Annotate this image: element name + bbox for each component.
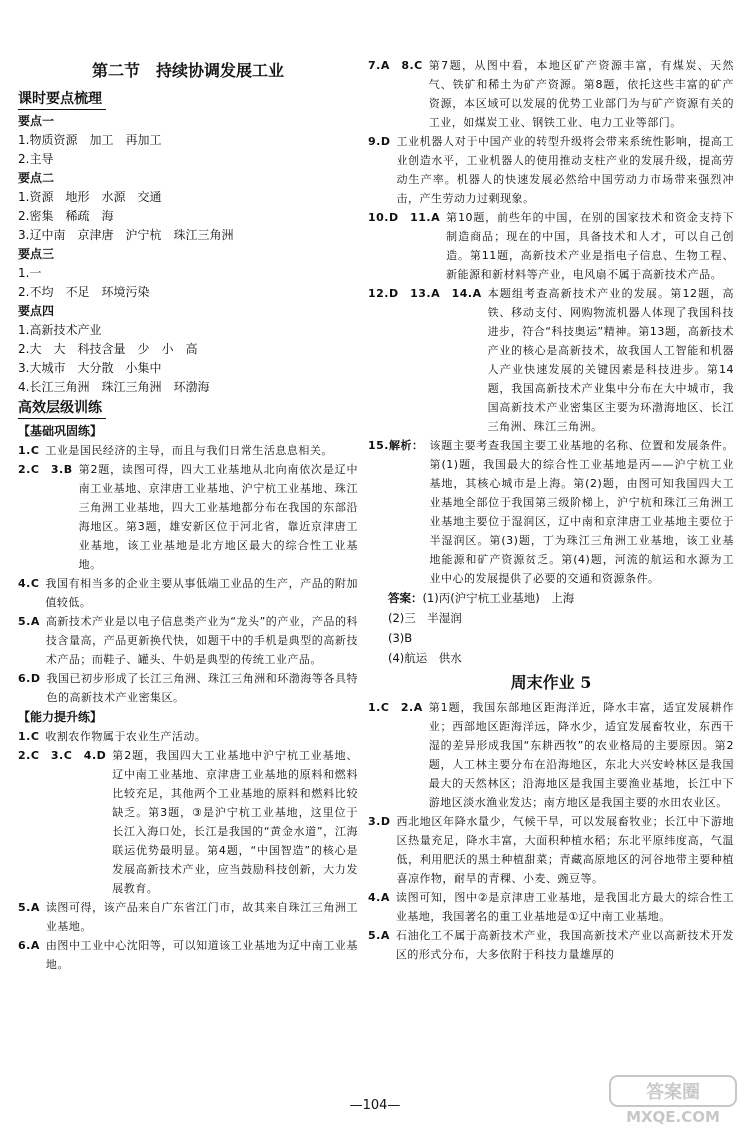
answer-item bbox=[368, 284, 734, 436]
answer-number: 6.A bbox=[18, 939, 40, 952]
key-point-title: 要点三 bbox=[18, 247, 55, 261]
answer-text: 本题组考查高新技术产业的发展。第12题，高铁、移动支付、网购物流机器人体现了我国科技进步，符合“科技奥运”精神。第13题，高新技术产业的核心是高新技术，故我国人工智能和机器人产业快速发展的关键因素是科技进步。第14题，我国高新技术产业集中分布在大中城市，我国高新技术产业密集区主要为环渤海地区、长江三角洲、珠江三角洲。 bbox=[487, 287, 734, 433]
key-point-line: 2.不均 不足 环境污染 bbox=[18, 285, 150, 299]
answer-text: 高新技术产业是以电子信息类产业为“龙头”的产业，产品的科技含量高，产品更新换代快，如题干中的手机是典型的高新技术产品；而鞋子、罐头、牛奶是典型的传统工业产品。 bbox=[45, 615, 358, 666]
key-point-title: 要点二 bbox=[18, 171, 55, 185]
answer-number: 1.C bbox=[18, 444, 40, 457]
answer-item bbox=[368, 888, 734, 926]
section-title: 第二节 持续协调发展工业 bbox=[91, 61, 284, 80]
watermark-text-1: 答案圈 bbox=[646, 1082, 700, 1103]
answer-line: (2)三 半湿润 bbox=[388, 611, 462, 625]
watermark-logo-icon bbox=[608, 1074, 738, 1126]
key-point-title: 要点一 bbox=[18, 114, 55, 128]
answer-number: 5.A bbox=[368, 929, 390, 942]
answer-item bbox=[18, 612, 358, 669]
answer-number: 15.解析： bbox=[368, 439, 424, 452]
answer-item bbox=[368, 926, 734, 964]
answer-number: 7.A 8.C bbox=[368, 59, 423, 72]
answer-text: 我国有相当多的企业主要从事低端工业品的生产，产品的附加值较低。 bbox=[45, 577, 358, 609]
answer-text: 第1题，我国东部地区距海洋近，降水丰富，适宜发展耕作业；西部地区距海洋远，降水少，适宜发展畜牧业，东西干湿的差异形成我国“东耕西牧”的农业格局的主要原因。第2题，人工林主要分布在沿海地区，东北大兴安岭林区是我国最大的天然林区；沿海地区是我国主要渔业基地，长江中下游地区淡水渔业发达；南方地区是我国主要的水田农业区。 bbox=[428, 701, 734, 809]
key-point-line: 2.密集 稀疏 海 bbox=[18, 209, 114, 223]
answer-item bbox=[368, 698, 734, 812]
answer-number: 4.C bbox=[18, 577, 40, 590]
key-point-line: 1.高新技术产业 bbox=[18, 323, 102, 337]
advanced-practice-label: 【能力提升练】 bbox=[18, 710, 103, 724]
key-point-line: 3.辽中南 京津唐 沪宁杭 珠江三角洲 bbox=[18, 228, 234, 242]
training-heading: 高效层级训练 bbox=[18, 398, 106, 419]
answer-item bbox=[18, 746, 358, 898]
key-point-group-1 bbox=[18, 112, 358, 169]
answer-item bbox=[368, 208, 734, 284]
answer-item bbox=[18, 441, 358, 460]
answer-text: 收割农作物属于农业生产活动。 bbox=[45, 730, 207, 743]
key-point-line: 4.长江三角洲 珠江三角洲 环渤海 bbox=[18, 380, 210, 394]
answer-number: 5.A bbox=[18, 901, 40, 914]
answer-item bbox=[368, 132, 734, 208]
answer-text: 我国已初步形成了长江三角洲、珠江三角洲和环渤海等各具特色的高新技术产业密集区。 bbox=[46, 672, 358, 704]
answer-text: 石油化工不属于高新技术产业，我国高新技术产业以高新技术开发区的形式分布，大多依附于科技力量雄厚的 bbox=[395, 929, 734, 961]
answer-number: 3.D bbox=[368, 815, 391, 828]
answer-item bbox=[368, 436, 734, 588]
answer-line: (3)B bbox=[388, 631, 413, 645]
answer-item bbox=[18, 574, 358, 612]
answer-item bbox=[18, 460, 358, 574]
left-column bbox=[18, 56, 358, 1086]
answer-number: 1.C bbox=[18, 730, 40, 743]
key-point-line: 3.大城市 大分散 小集中 bbox=[18, 361, 162, 375]
right-column bbox=[368, 56, 734, 1086]
answer-item bbox=[18, 898, 358, 936]
answer-number: 9.D bbox=[368, 135, 391, 148]
answer-text: 工业是国民经济的主导，而且与我们日常生活息息相关。 bbox=[45, 444, 333, 457]
answer-number: 6.D bbox=[18, 672, 41, 685]
answer-item bbox=[18, 727, 358, 746]
watermark-text-2: MXQE.COM bbox=[626, 1108, 720, 1126]
page-number: —104— bbox=[349, 1098, 401, 1113]
key-point-group-2 bbox=[18, 169, 358, 245]
answer-text: 读图可得，该产品来自广东省江门市，故其来自珠江三角洲工业基地。 bbox=[45, 901, 358, 933]
answer-text: 第10题，前些年的中国，在别的国家技术和资金支持下制造商品；现在的中国，具备技术和人才，可以自己创造。第11题，高新技术产业是指电子信息、生物工程、新能源和新材料等产业，电风扇不属于高新技术产品。 bbox=[446, 211, 734, 281]
answer-text: 该题主要考查我国主要工业基地的名称、位置和发展条件。第(1)题，我国最大的综合性工业基地是丙——沪宁杭工业基地，其核心城市是上海。第(2)题，由图可知我国四大工业基地全部位于我国第三级阶梯上，沪宁杭和珠江三角洲工业基地主要位于湿润区，辽中南和京津唐工业基地主要位于半湿润区。第(3)题，丁为珠江三角洲工业基地，该工业基地能源和矿产资源贫乏。第(4)题，河流的航运和水源为工业中心的发展提供了必要的交通和资源条件。 bbox=[429, 439, 734, 585]
answer-item bbox=[18, 936, 358, 974]
key-point-group-3 bbox=[18, 245, 358, 302]
answer-number: 2.C 3.C 4.D bbox=[18, 749, 107, 762]
answer-text: 第2题，读图可得，四大工业基地从北向南依次是辽中南工业基地、京津唐工业基地、沪宁杭工业基地、珠江三角洲工业基地，四大工业基地都分布在我国的东部沿海地区。第3题，雄安新区位于河北省，靠近京津唐工业基地，该工业基地是北方地区最大的综合性工业基地。 bbox=[78, 463, 358, 571]
key-point-line: 1.物质资源 加工 再加工 bbox=[18, 133, 162, 147]
answer-text: 读图可知，图中②是京津唐工业基地，是我国北方最大的综合性工业基地，我国著名的重工业基地是①辽中南工业基地。 bbox=[395, 891, 734, 923]
answer-item bbox=[368, 56, 734, 132]
answer-line: (4)航运 供水 bbox=[388, 651, 462, 665]
answer-item bbox=[368, 812, 734, 888]
key-point-group-4 bbox=[18, 302, 358, 397]
answer-number: 1.C 2.A bbox=[368, 701, 423, 714]
answer-item bbox=[18, 669, 358, 707]
answer-number: 10.D 11.A bbox=[368, 211, 441, 224]
answer-text: 第7题，从图中看，本地区矿产资源丰富，有煤炭、天然气、铁矿和稀土为矿产资源。第8题，依托这些丰富的矿产资源，本区域可以发展的优势工业部门为与矿产资源有关的工业，如煤炭工业、钢铁工业、电力工业等部门。 bbox=[428, 59, 734, 129]
answer-text: 由图中工业中心沈阳等，可以知道该工业基地为辽中南工业基地。 bbox=[45, 939, 358, 971]
key-point-line: 2.大 大 科技含量 少 小 高 bbox=[18, 342, 198, 356]
answer-line: (1)丙(沪宁杭工业基地) 上海 bbox=[422, 591, 575, 605]
key-point-line: 1.一 bbox=[18, 266, 42, 280]
answer-text: 西北地区年降水量少，气候干旱，可以发展畜牧业；长江中下游地区热量充足，降水丰富，大面积种植水稻；东北平原纬度高，气温低，利用肥沃的黑土种植甜菜；青藏高原地区的河谷地带主要种植喜凉作物，耐旱的青稞、小麦、豌豆等。 bbox=[396, 815, 734, 885]
key-point-title: 要点四 bbox=[18, 304, 55, 318]
key-point-line: 1.资源 地形 水源 交通 bbox=[18, 190, 162, 204]
answer-label: 答案： bbox=[388, 591, 423, 605]
answer-number: 5.A bbox=[18, 615, 40, 628]
key-point-line: 2.主导 bbox=[18, 152, 54, 166]
answer-text: 第2题，我国四大工业基地中沪宁杭工业基地、辽中南工业基地、京津唐工业基地的原料和燃料比较充足，其他两个工业基地的原料和燃料比较缺乏。第3题，③是沪宁杭工业基地，这里位于长江入海口处，长江是我国的“黄金水道”，江海联运优势最明显。第4题，“中国智造”的核心是发展高新技术产业，应当鼓励科技创新，大力发展教育。 bbox=[112, 749, 358, 895]
answer-text: 工业机器人对于中国产业的转型升级将会带来系统性影响，提高工业创造水平，工业机器人的使用推动支柱产业的发展升级，提高劳动生产率。机器人的快速发展必然给中国劳动力市场带来强烈冲击，产生劳动力过剩现象。 bbox=[396, 135, 734, 205]
answer-number: 4.A bbox=[368, 891, 390, 904]
weekly-homework-title: 周末作业 5 bbox=[510, 673, 592, 692]
answer-number: 12.D 13.A 14.A bbox=[368, 287, 482, 300]
answer-number: 2.C 3.B bbox=[18, 463, 73, 476]
final-answers bbox=[368, 588, 734, 668]
key-points-heading: 课时要点梳理 bbox=[18, 89, 106, 110]
basic-practice-label: 【基础巩固练】 bbox=[18, 424, 103, 438]
